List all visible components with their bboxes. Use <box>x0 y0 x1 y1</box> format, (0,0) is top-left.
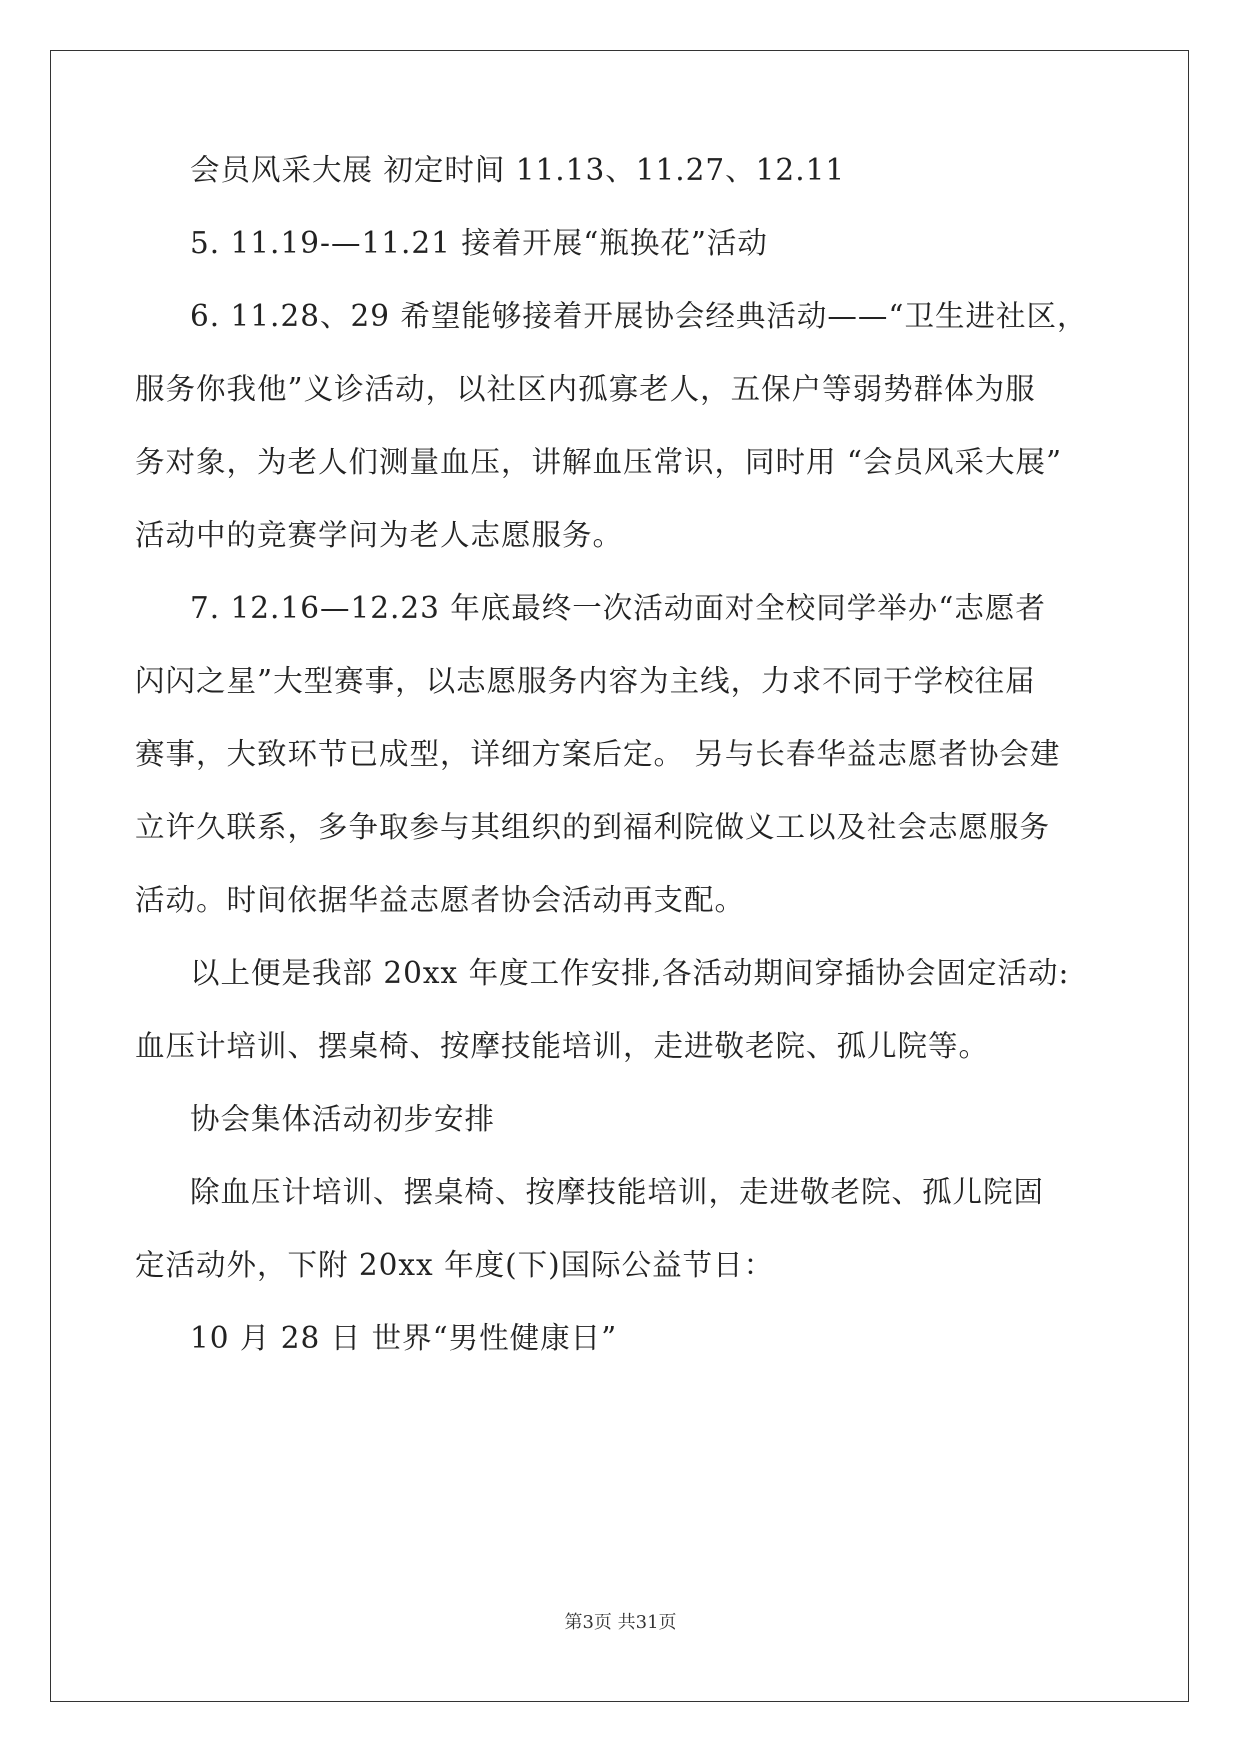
text-line-14: 协会集体活动初步安排 <box>190 1102 496 1136</box>
text-line-13: 血压计培训、摆桌椅、按摩技能培训，走进敬老院、孤儿院等。 <box>135 1029 990 1063</box>
text-line-6: 活动中的竞赛学问为老人志愿服务。 <box>135 518 624 552</box>
page-footer: 第3页 共31页 <box>564 1612 677 1633</box>
text-line-11: 活动。时间依据华益志愿者协会活动再支配。 <box>135 883 746 917</box>
text-line-10: 立许久联系，多争取参与其组织的到福利院做义工以及社会志愿服务 <box>135 810 1051 844</box>
text-line-16: 定活动外，下附 20xx 年度(下)国际公益节日： <box>135 1248 775 1282</box>
text-line-7: 7. 12.16—12.23 年底最终一次活动面对全校同学举办“志愿者 <box>190 591 1046 625</box>
text-line-4: 服务你我他”义诊活动，以社区内孤寡老人，五保户等弱势群体为服 <box>135 372 1036 406</box>
text-line-5: 务对象，为老人们测量血压，讲解血压常识，同时用 “会员风采大展” <box>135 445 1063 479</box>
text-line-3: 6. 11.28、29 希望能够接着开展协会经典活动——“卫生进社区， <box>190 299 1088 333</box>
text-line-2: 5. 11.19-—11.21 接着开展“瓶换花”活动 <box>190 226 768 260</box>
text-line-17: 10 月 28 日 世界“男性健康日” <box>190 1321 618 1355</box>
text-line-9: 赛事，大致环节已成型，详细方案后定。 另与长春华益志愿者协会建 <box>135 737 1061 771</box>
text-line-12: 以上便是我部 20xx 年度工作安排,各活动期间穿插协会固定活动: <box>190 956 1070 990</box>
text-line-8: 闪闪之星”大型赛事，以志愿服务内容为主线，力求不同于学校往届 <box>135 664 1036 698</box>
text-line-15: 除血压计培训、摆桌椅、按摩技能培训，走进敬老院、孤儿院固 <box>190 1175 1045 1209</box>
text-line-1: 会员风采大展 初定时间 11.13、11.27、12.11 <box>190 153 846 187</box>
